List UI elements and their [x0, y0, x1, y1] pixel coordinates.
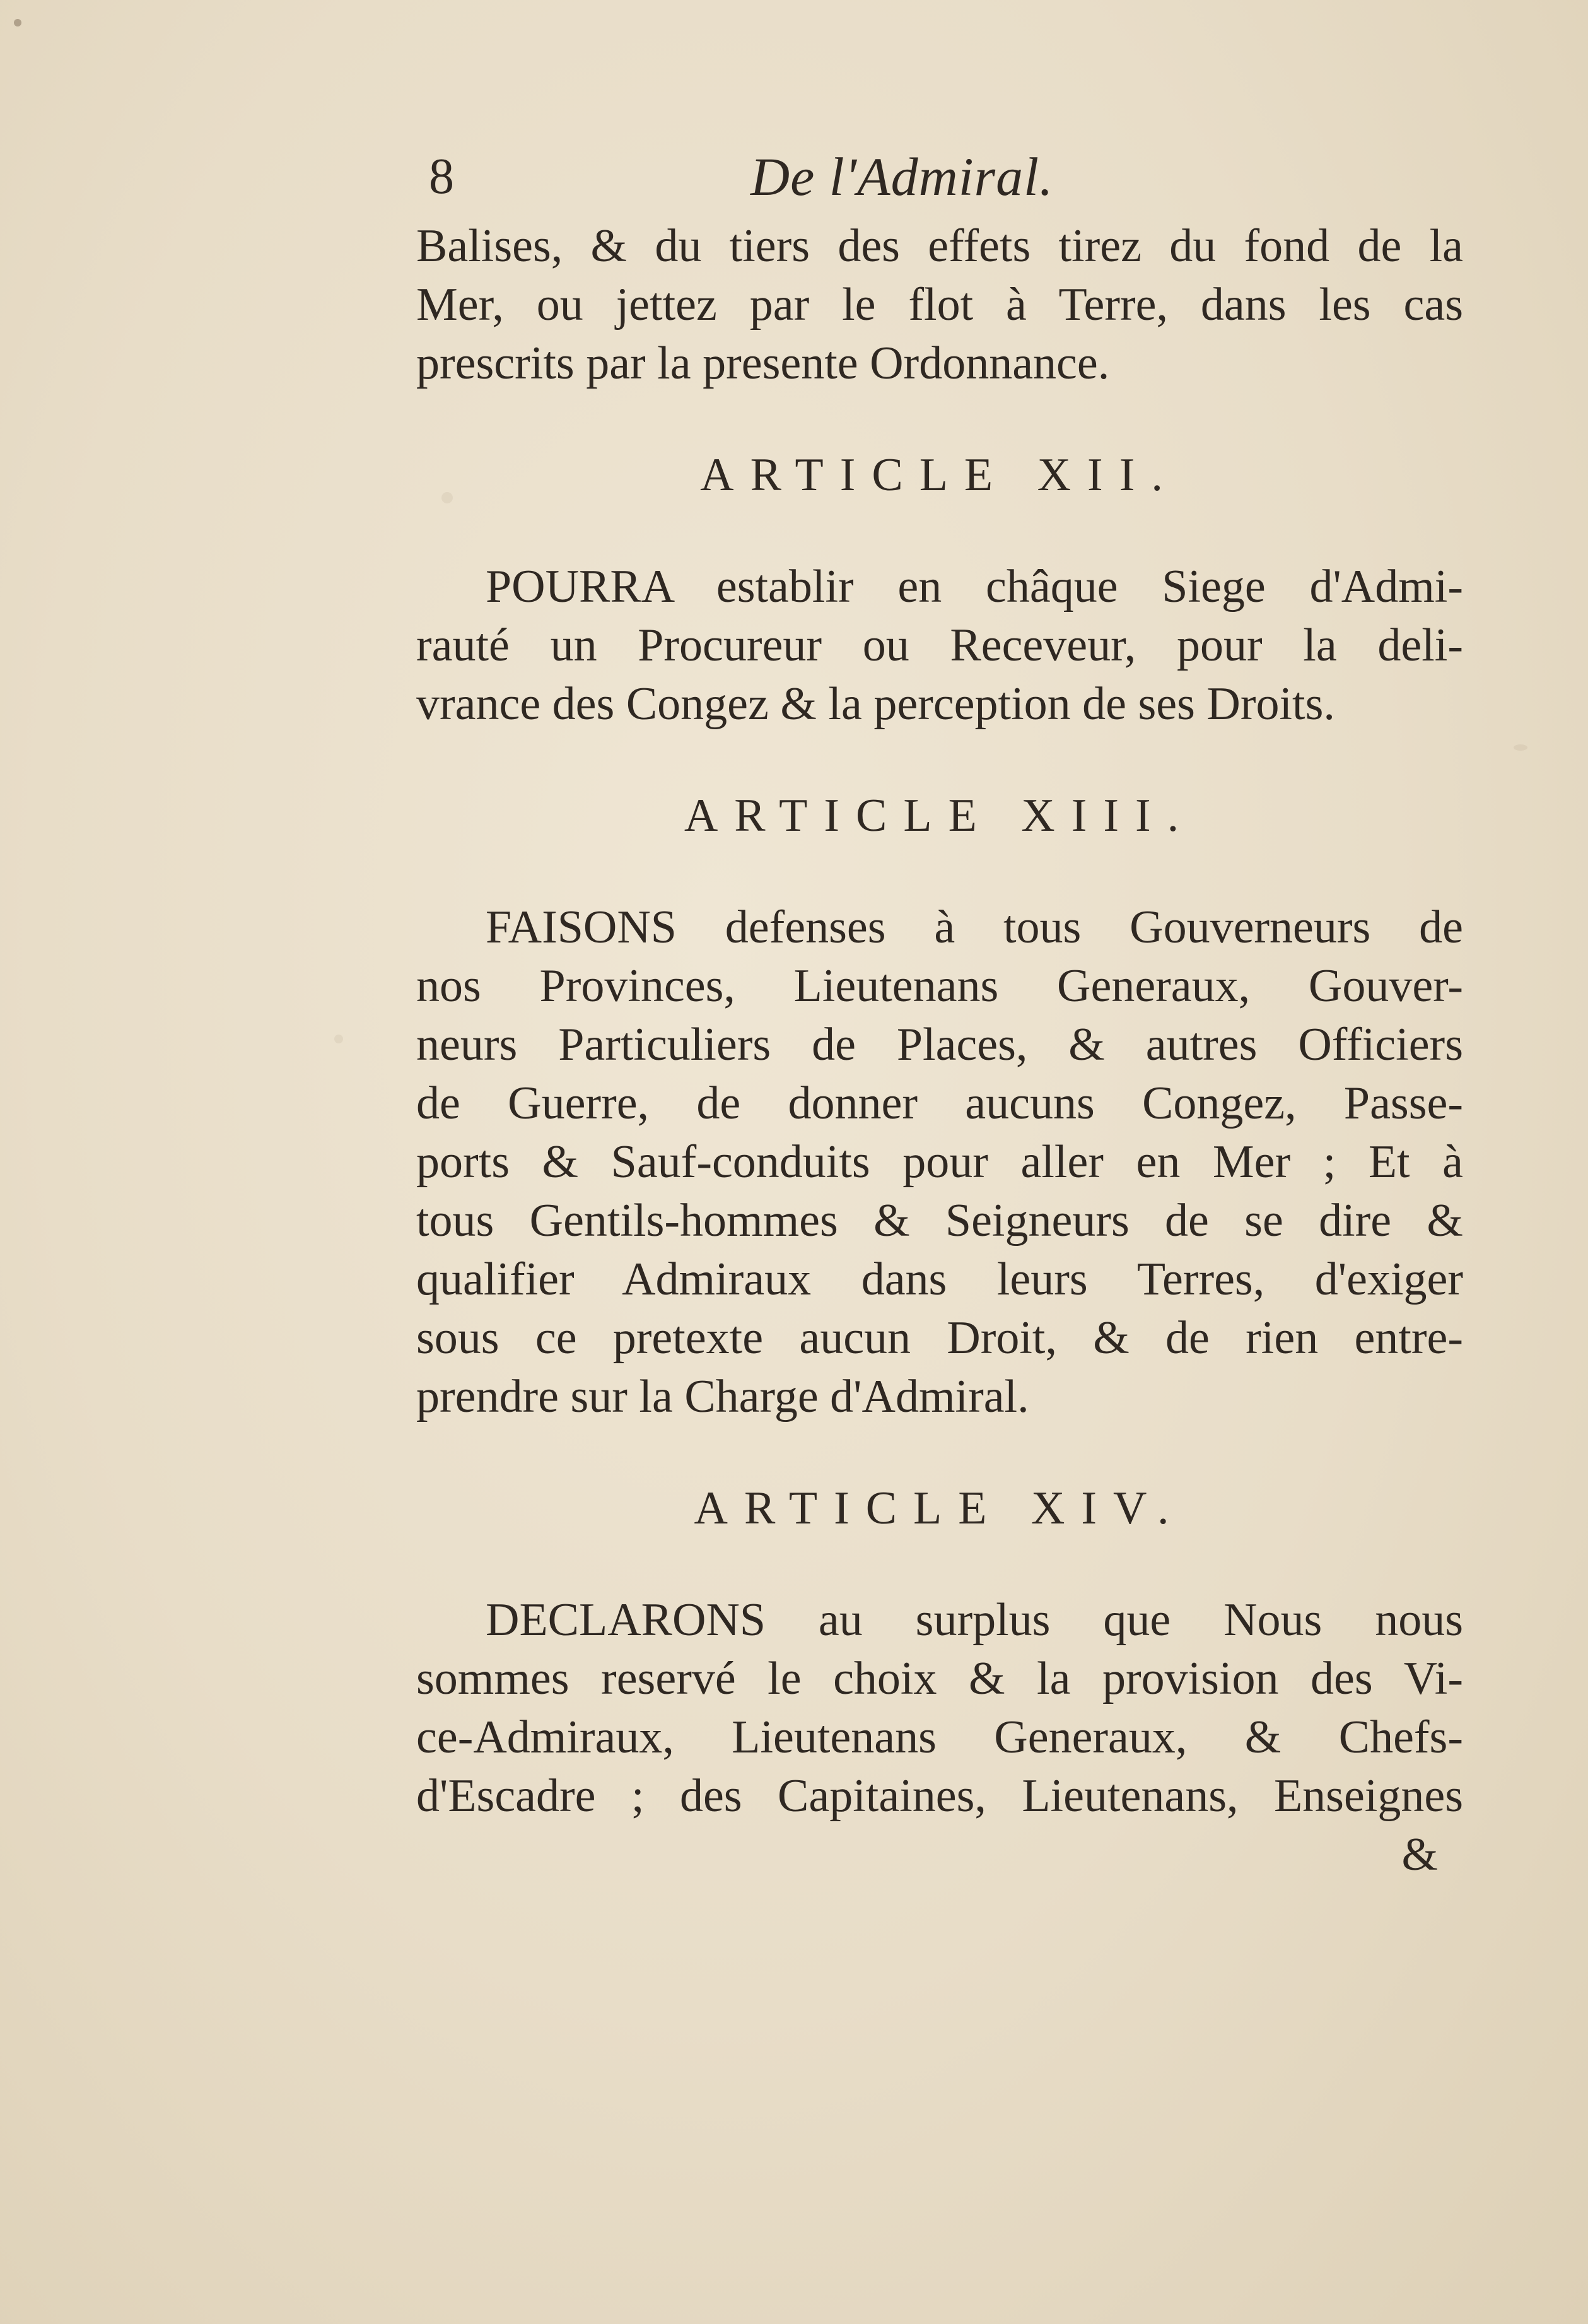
text-line: tous Gentils-hommes & Seigneurs de se dire & [416, 1195, 1463, 1247]
text-line: sommes reservé le choix & la provision des Vi- [416, 1653, 1463, 1705]
text-line: prescrits par la presente Ordonnance. [416, 337, 1110, 389]
text-line: de Guerre, de donner aucuns Congez, Passe- [416, 1077, 1463, 1129]
text-line: vrance des Congez & la perception de ses Droits. [416, 678, 1335, 730]
article-heading: ARTICLE XIII. [684, 790, 1196, 842]
catchword: & [1401, 1829, 1438, 1881]
text-line: Balises, & du tiers des effets tirez du fond de la [416, 220, 1463, 272]
text-line: DECLARONS au surplus que Nous nous [486, 1594, 1463, 1646]
text-line: nos Provinces, Lieutenans Generaux, Gouver- [416, 960, 1463, 1012]
page-text [416, 145, 1463, 1884]
text-line: qualifier Admiraux dans leurs Terres, d'exiger [416, 1253, 1463, 1305]
opening-paragraph [416, 217, 1463, 393]
text-line: rauté un Procureur ou Receveur, pour la deli- [416, 619, 1463, 671]
text-line: ce-Admiraux, Lieutenans Generaux, & Chefs- [416, 1711, 1463, 1763]
paper-spot [334, 1035, 343, 1043]
running-head [416, 145, 1463, 214]
text-line: d'Escadre ; des Capitaines, Lieutenans, Enseignes [416, 1770, 1463, 1822]
paper-spot [1514, 744, 1527, 751]
article-heading: ARTICLE XIV. [694, 1482, 1186, 1534]
text-line: FAISONS defenses à tous Gouverneurs de [486, 901, 1463, 953]
text-line: POURRA establir en châque Siege d'Admi- [486, 561, 1463, 613]
text-line: neurs Particuliers de Places, & autres Officiers [416, 1019, 1463, 1071]
text-line: prendre sur la Charge d'Admiral. [416, 1371, 1029, 1423]
article-xii [416, 446, 1463, 734]
text-line: Mer, ou jettez par le flot à Terre, dans les cas [416, 279, 1463, 331]
paper-spot [14, 19, 21, 26]
text-line: ports & Sauf-conduits pour aller en Mer ; Et à [416, 1136, 1463, 1188]
page-number: 8 [429, 149, 454, 204]
article-xiv [416, 1479, 1463, 1826]
article-heading: ARTICLE XII. [700, 449, 1179, 501]
running-head-title: De l'Admiral. [750, 146, 1054, 207]
text-line: sous ce pretexte aucun Droit, & de rien entre- [416, 1312, 1463, 1364]
article-xiii [416, 787, 1463, 1426]
